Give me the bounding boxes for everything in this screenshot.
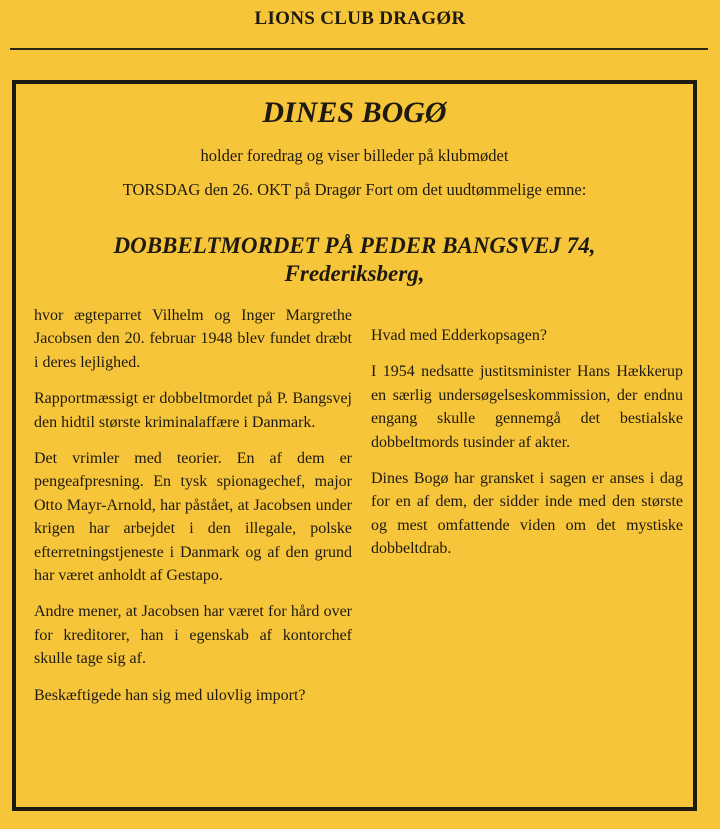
- topic-line-1: DOBBELTMORDET PÅ PEDER BANGSVEJ 74,: [113, 233, 596, 258]
- paragraph: Hvad med Edderkopsagen?: [371, 327, 547, 344]
- paragraph: hvor ægteparret Vilhelm og Inger Margrethe Jacobsen den 20. februar 1948 blev fundet dræbt i deres lejlighed.: [34, 307, 352, 371]
- right-column: [371, 324, 683, 574]
- speaker-name: DINES BOGØ: [262, 96, 447, 129]
- topic-line-2: Frederiksberg,: [284, 261, 425, 286]
- intro-line: holder foredrag og viser billeder på klubmødet: [200, 146, 509, 165]
- event-date-line: TORSDAG den 26. OKT på Dragør Fort om det uudtømmelige emne:: [122, 180, 587, 199]
- paragraph: Dines Bogø har gransket i sagen er anses i dag for en af dem, der sidder inde med den største og mest omfattende viden om det mystiske dobbeltdrab.: [371, 470, 683, 558]
- left-column: [34, 304, 352, 720]
- paragraph: I 1954 nedsatte justitsminister Hans Hækkerup en særlig undersøgelseskommission, der endnu engang skulle gennemgå det bestialske dobbeltmords tusinder af akter.: [371, 363, 683, 451]
- paragraph: Det vrimler med teorier. En af dem er pengeafpresning. En tysk spionagechef, major Otto Mayr-Arnold, har påstået, at Jacobsen under krigen har arbejdet i den illegale, polske efterretningstjeneste i Danmark og af den grund har været anholdt af Gestapo.: [34, 450, 352, 585]
- paragraph: Rapportmæssigt er dobbeltmordet på P. Bangsvej den hidtil største kriminalaffære i Danmark.: [34, 390, 352, 431]
- paragraph: Andre mener, at Jacobsen har været for hård over for kreditorer, han i egenskab af kontorchef skulle tage sig af.: [34, 603, 352, 668]
- announcement-box: [12, 80, 697, 811]
- club-name: LIONS CLUB DRAGØR: [254, 8, 466, 29]
- page-header: [0, 0, 720, 56]
- header-divider: [10, 48, 708, 50]
- talk-topic: [16, 232, 693, 288]
- paragraph: Beskæftigede han sig med ulovlig import?: [34, 686, 306, 704]
